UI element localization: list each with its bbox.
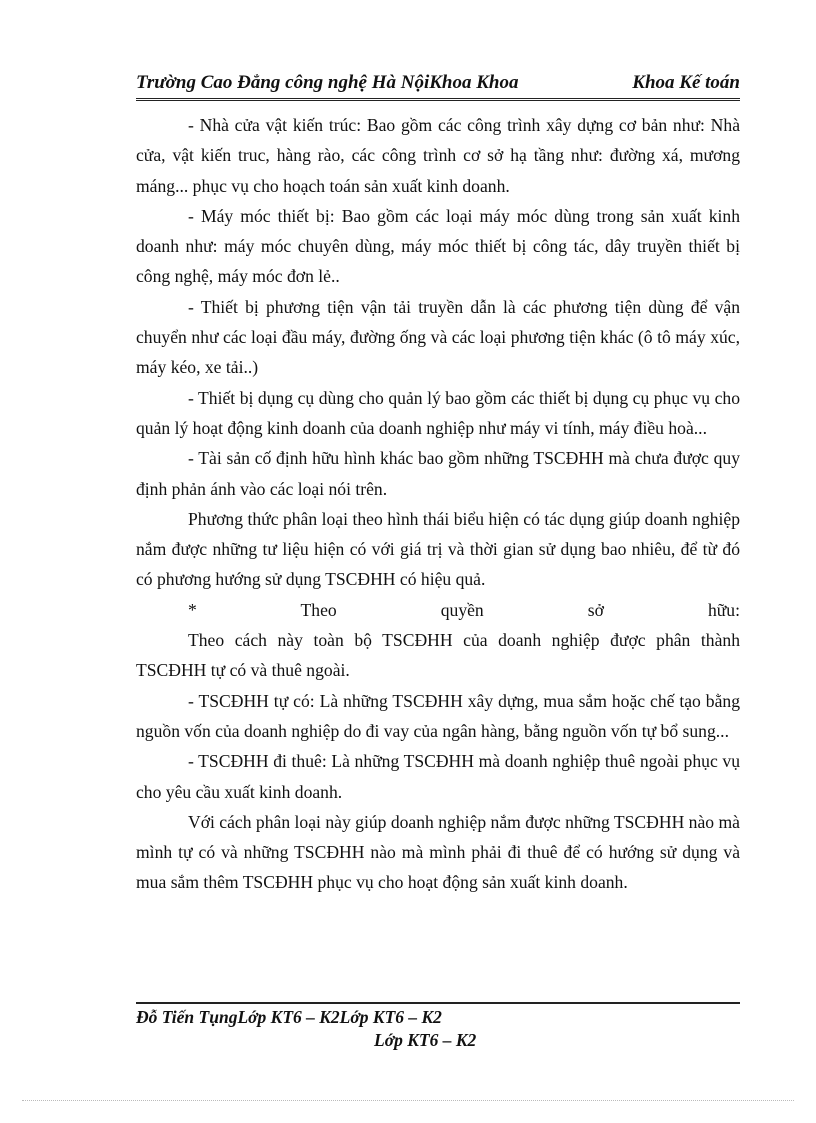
page-bottom-dotted-border [22,1100,794,1101]
section-heading-ownership: * Theo quyền sở hữu: [188,599,740,620]
header-rule [136,98,740,101]
paragraph-machinery: - Máy móc thiết bị: Bao gồm các loại máy móc dùng trong sản xuất kinh doanh như: máy móc chuyên dùng, máy móc thiết bị công tác, dây truyền thiết bị công nghệ, máy móc đơn lẻ.. [136,205,740,287]
header-department: Khoa Kế toán [632,72,740,93]
paragraph-leased-assets: - TSCĐHH đi thuê: Là những TSCĐHH mà doanh nghiệp thuê ngoài phục vụ cho yêu cầu xuất kinh doanh. [136,751,740,802]
paragraph-owned-assets: - TSCĐHH tự có: Là những TSCĐHH xây dựng, mua sắm hoặc chế tạo bằng nguồn vốn của doanh nghiệp do đi vay của ngân hàng, bằng nguồn vốn tự bổ sung... [136,690,740,741]
footer-class: Lớp KT6 – K2 [374,1030,477,1050]
paragraph-ownership-intro: Theo cách này toàn bộ TSCĐHH của doanh nghiệp được phân thành TSCĐHH tự có và thuê ngoài. [136,630,740,681]
paragraph-management-tools: - Thiết bị dụng cụ dùng cho quản lý bao gồm các thiết bị dụng cụ phục vụ cho quản lý hoạt động kinh doanh của doanh nghiệp như máy vi tính, máy điều hoà... [136,387,740,438]
paragraph-other-assets: - Tài sản cố định hữu hình khác bao gồm những TSCĐHH mà chưa được quy định phản ánh vào các loại nói trên. [136,448,740,499]
paragraph-classification-method: Phương thức phân loại theo hình thái biểu hiện có tác dụng giúp doanh nghiệp nắm được những tư liệu hiện có với giá trị và thời gian sử dụng bao nhiêu, để từ đó có phương hướng sử dụng TSCĐHH có hiệu quả. [136,508,740,590]
footer-rule [136,1002,740,1004]
paragraph-transport: - Thiết bị phương tiện vận tải truyền dẫn là các phương tiện dùng để vận chuyển như các loại đầu máy, đường ống và các loại phương tiện khác (ô tô máy xúc, máy kéo, xe tải..) [136,296,740,378]
document-body [136,110,740,898]
paragraph-buildings: - Nhà cửa vật kiến trúc: Bao gồm các công trình xây dựng cơ bản như: Nhà cửa, vật kiến truc, hàng rào, các công trình cơ sở hạ tầng như: đường xá, mương máng... phục vụ cho hoạch toán sản xuất kinh doanh. [136,115,740,196]
footer-author-class: Đỗ Tiến TụngLớp KT6 – K2Lớp KT6 – K2 [136,1007,442,1027]
header-school-name: Trường Cao Đẳng công nghệ Hà NộiKhoa Khoa [136,72,519,93]
paragraph-conclusion: Với cách phân loại này giúp doanh nghiệp nắm được những TSCĐHH nào mà mình tự có và những TSCĐHH nào mà mình phải đi thuê để có hướng sử dụng và mua sắm thêm TSCĐHH phục vụ cho hoạt động sản xuất kinh doanh. [136,811,740,893]
page-header [136,69,740,97]
